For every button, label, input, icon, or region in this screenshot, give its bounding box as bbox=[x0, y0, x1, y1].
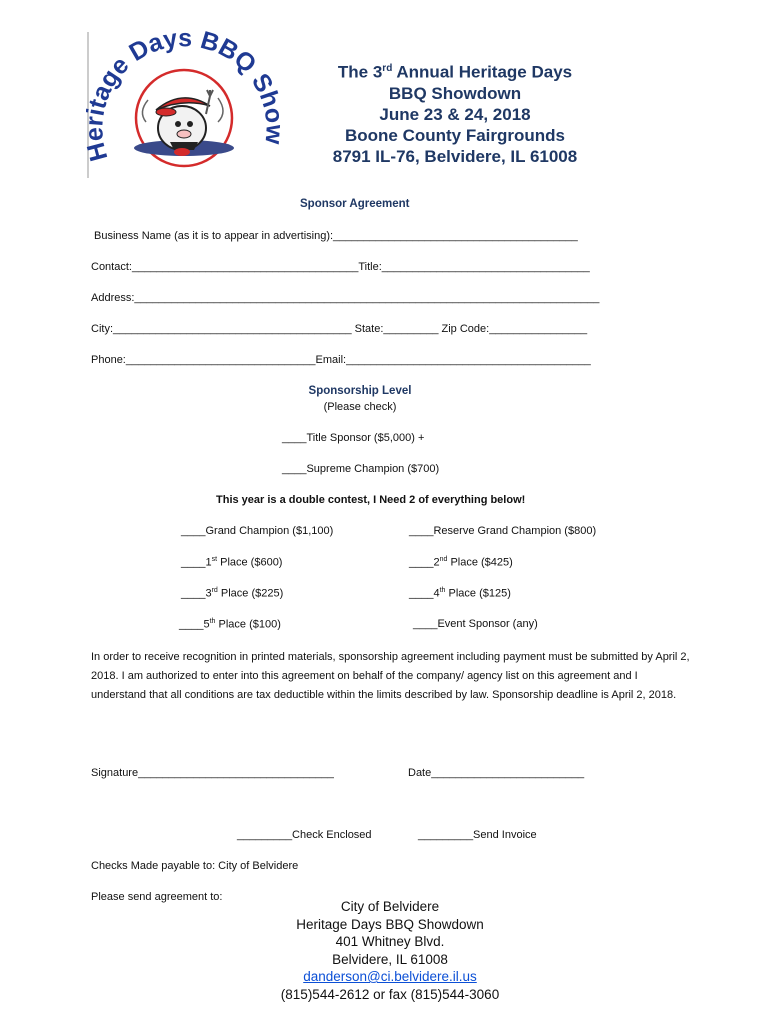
phone-email-field[interactable]: Phone:_______________________________Email:________________________________________ bbox=[91, 354, 591, 366]
business-name-field[interactable]: Business Name (as it is to appear in advertising):________________________________________ bbox=[94, 230, 578, 242]
fifth-place-option[interactable]: ____5th Place ($100) bbox=[179, 618, 281, 631]
reserve-grand-champion-option[interactable]: ____Reserve Grand Champion ($800) bbox=[409, 525, 597, 537]
address-field[interactable]: Address:____________________________________________________________________________ bbox=[91, 292, 600, 304]
send-agreement-note: Please send agreement to: bbox=[91, 891, 223, 903]
third-place-option[interactable]: ____3rd Place ($225) bbox=[181, 587, 284, 600]
double-contest-note: This year is a double contest, I Need 2 of everything below! bbox=[216, 494, 526, 506]
header-line1: The 3rd Annual Heritage Days bbox=[337, 62, 573, 82]
header-line3: June 23 & 24, 2018 bbox=[379, 104, 531, 124]
check-enclosed-option[interactable]: _________Check Enclosed bbox=[237, 829, 372, 841]
supreme-champion-option[interactable]: ____Supreme Champion ($700) bbox=[282, 463, 440, 475]
fourth-place-option[interactable]: ____4th Place ($125) bbox=[409, 587, 511, 600]
email-link[interactable]: danderson@ci.belvidere.il.us bbox=[303, 969, 477, 984]
city-state-zip-field[interactable]: City:_______________________________________ State:_________ Zip Code:________________ bbox=[91, 323, 588, 335]
logo-text: tage Days BBQ S bbox=[86, 30, 279, 112]
address-line3: 401 Whitney Blvd. bbox=[335, 934, 445, 949]
checks-payable-note: Checks Made payable to: City of Belvidere bbox=[91, 860, 299, 872]
contact-title-field[interactable]: Contact:_____________________________________Title:__________________________________ bbox=[91, 261, 590, 273]
logo-graphic bbox=[86, 30, 281, 180]
phone-fax: (815)544-2612 or fax (815)544-3060 bbox=[280, 986, 500, 1002]
address-line2: Heritage Days BBQ Showdown bbox=[296, 916, 484, 932]
first-place-option[interactable]: ____1st Place ($600) bbox=[181, 556, 283, 569]
title-sponsor-option[interactable]: ____Title Sponsor ($5,000) + bbox=[282, 432, 425, 444]
logo bbox=[86, 30, 281, 180]
date-field[interactable]: Date_________________________ bbox=[408, 767, 585, 779]
signature-field[interactable]: Signature________________________________ bbox=[91, 767, 334, 779]
header-line5: 8791 IL-76, Belvidere, IL 61008 bbox=[332, 146, 578, 166]
second-place-option[interactable]: ____2nd Place ($425) bbox=[409, 556, 513, 569]
header-line4: Boone County Fairgrounds bbox=[344, 125, 566, 145]
sponsorship-level-title: Sponsorship Level bbox=[308, 385, 412, 397]
event-header bbox=[300, 58, 610, 167]
address-line4: Belvidere, IL 61008 bbox=[332, 951, 448, 967]
send-invoice-option[interactable]: _________Send Invoice bbox=[418, 829, 537, 841]
mailing-address bbox=[240, 898, 540, 1003]
event-sponsor-option[interactable]: ____Event Sponsor (any) bbox=[413, 618, 538, 630]
sponsor-agreement-title: Sponsor Agreement bbox=[300, 198, 410, 210]
address-line1: City of Belvidere bbox=[340, 899, 440, 914]
please-check-note: (Please check) bbox=[323, 401, 397, 413]
grand-champion-option[interactable]: ____Grand Champion ($1,100) bbox=[181, 525, 334, 537]
terms-paragraph: In order to receive recognition in printed materials, sponsorship agreement including payment must be submitted by April 2, 2018. I am authorized to enter into this agreement on behalf of the company/ agency list on this agreement and I understand that all conditions are tax deductible within the limits described by law. Sponsorship deadline is April 2, 2018. bbox=[91, 651, 690, 701]
header-line2: BBQ Showdown bbox=[388, 83, 522, 103]
